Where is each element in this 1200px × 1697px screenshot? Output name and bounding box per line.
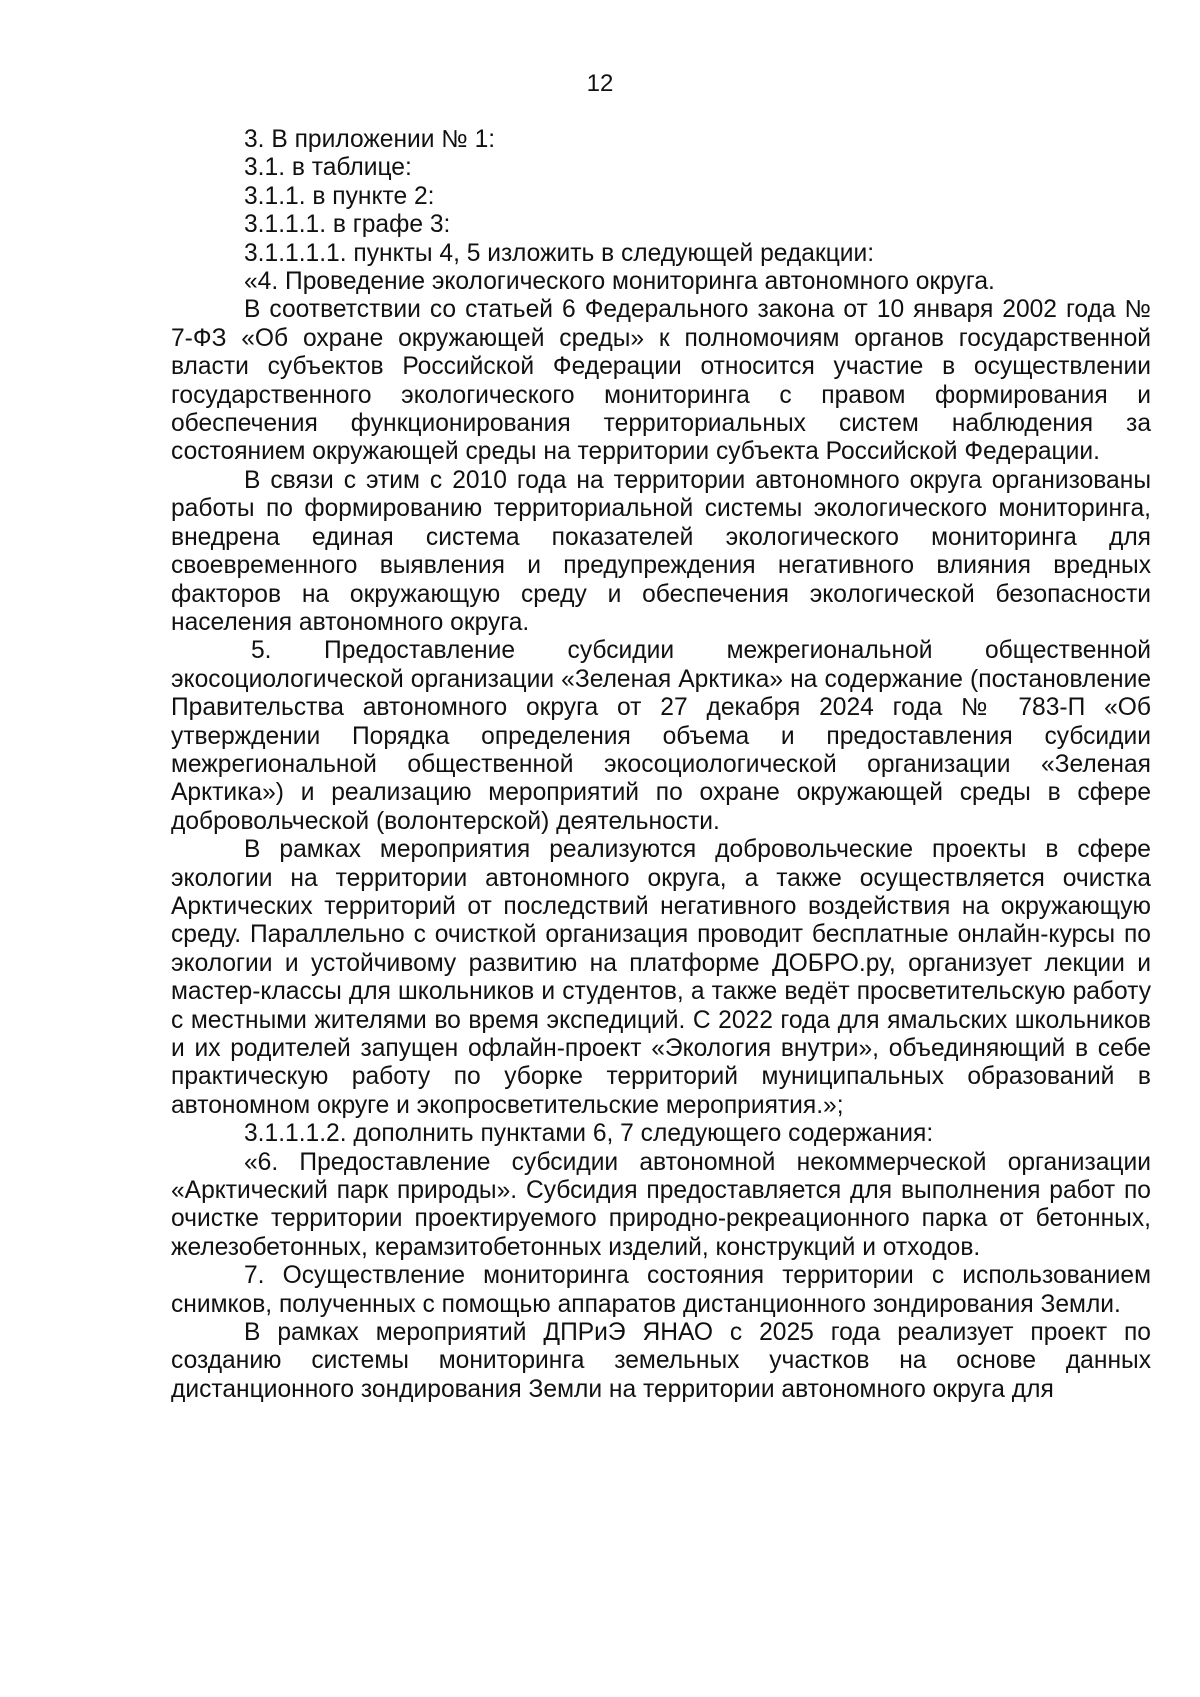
paragraph-item-3-1-1-1: 3.1.1.1. в графе 3: xyxy=(244,211,451,239)
paragraph-item-3-1-1-1-1: 3.1.1.1.1. пункты 4, 5 изложить в следующей редакции: xyxy=(244,239,875,267)
paragraph-item-3-1-1: 3.1.1. в пункте 2: xyxy=(244,182,435,210)
document-body xyxy=(171,126,1151,1404)
paragraph-point-4-heading: «4. Проведение экологического мониторинга автономного округа. xyxy=(244,268,995,296)
paragraph-item-3-1-1-1-2: 3.1.1.1.2. дополнить пунктами 6, 7 следующего содержания: xyxy=(244,1120,934,1148)
paragraph-point-6: «6. Предоставление субсидии автономной некоммерческой организации «Арктический парк природы». Субсидия предоставляется для выполнения работ по очистке территории проектируемого природно-рекреационного парка от бетонных, железобетонных, керамзитобетонных изделий, конструкций и отходов. xyxy=(171,1148,1151,1261)
paragraph-point-5: 5. Предоставление субсидии межрегиональной общественной экосоциологической организации «Зеленая Арктика» на содержание (постановление Правительства автономного округа от 27 декабря 2024 года № 783-П «Об утверждении Порядка определения объема и предоставления субсидии межрегиональной общественной экосоциологической организации «Зеленая Арктика») и реализацию мероприятий по охране окружающей среды в сфере добровольческой (волонтерской) деятельности. xyxy=(171,637,1151,835)
page-number: 12 xyxy=(586,70,614,97)
paragraph-federal-law: В соответствии со статьей 6 Федерального закона от 10 января 2002 года № 7-ФЗ «Об охране окружающей среды» к полномочиям органов государственной власти субъектов Российской Федерации относится участие в осуществлении государственного экологического мониторинга с правом формирования и обеспечения функционирования территориальных систем наблюдения за состоянием окружающей среды на территории субъекта Российской Федерации. xyxy=(171,296,1151,466)
paragraph-item-3: 3. В приложении № 1: xyxy=(244,126,496,153)
paragraph-remote-sensing-project: В рамках мероприятий ДПРиЭ ЯНАО с 2025 года реализует проект по созданию системы мониторинга земельных участков на основе данных дистанционного зондирования Земли на территории автономного округа для xyxy=(171,1319,1151,1403)
paragraph-item-3-1: 3.1. в таблице: xyxy=(244,154,412,182)
paragraph-monitoring-system: В связи с этим с 2010 года на территории автономного округа организованы работы по формированию территориальной системы экологического мониторинга, внедрена единая система показателей экологического мониторинга для своевременного выявления и предупреждения негативного влияния вредных факторов на окружающую среду и обеспечения экологической безопасности населения автономного округа. xyxy=(171,466,1151,636)
paragraph-point-7: 7. Осуществление мониторинга состояния территории с использованием снимков, полученных с помощью аппаратов дистанционного зондирования Земли. xyxy=(171,1262,1151,1318)
paragraph-volunteer-projects: В рамках мероприятия реализуются добровольческие проекты в сфере экологии на территории автономного округа, а также осуществляется очистка Арктических территорий от последствий негативного воздействия на окружающую среду. Параллельно с очисткой организация проводит бесплатные онлайн-курсы по экологии и устойчивому развитию на платформе ДОБРО.ру, организует лекции и мастер-классы для школьников и студентов, а также ведёт просветительскую работу с местными жителями во время экспедиций. С 2022 года для ямальских школьников и их родителей запущен офлайн-проект «Экология внутри», объединяющий в себе практическую работу по уборке территорий муниципальных образований в автономном округе и экопросветительские мероприятия.»; xyxy=(171,836,1151,1119)
